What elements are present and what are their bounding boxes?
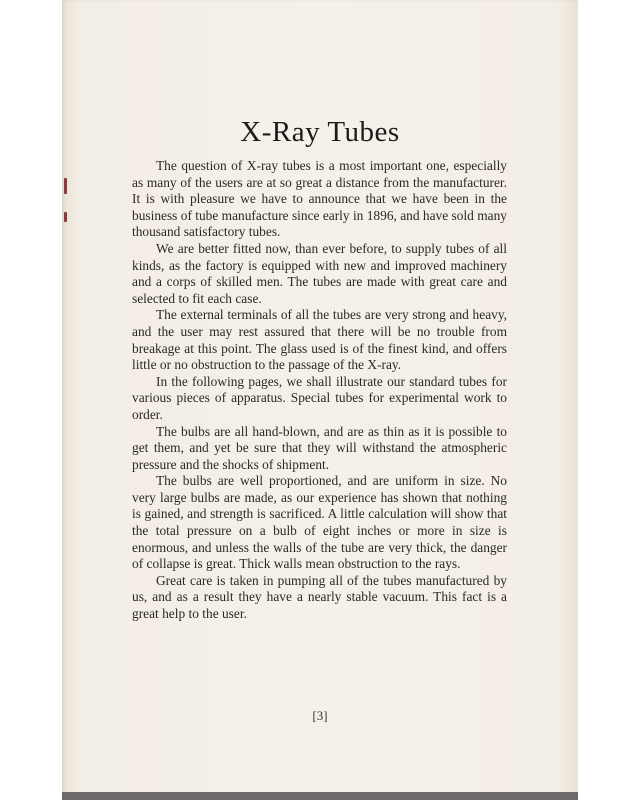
page-margin-right (578, 0, 640, 800)
binding-mark (64, 212, 67, 222)
paragraph-1: The question of X-ray tubes is a most important one, especially as many of the users are at so great a distance from the manufacturer. It is with pleasure we have to announce that we have been in the business of tube manufacture since early in 1896, and have sold many thousand satisfactory tubes. (132, 158, 507, 240)
paragraph-4: In the following pages, we shall illustrate our standard tubes for various pieces of apparatus. Special tubes for experimental work to order. (132, 373, 507, 422)
paragraph-7: Great care is taken in pumping all of the tubes manufactured by us, and as a result they have a nearly stable vacuum. This fact is a great help to the user. (132, 572, 507, 622)
paragraph-6: The bulbs are well proportioned, and are uniform in size. No very large bulbs are made, as our experience has shown that nothing is gained, and strength is sacrificed. A little calculation will show that the total pressure on a bulb of eight inches or more in size is enormous, and unless the walls of the tube are very thick, the danger of collapse is great. Thick walls mean obstruction to the rays. (132, 473, 507, 572)
binding-mark (64, 178, 67, 194)
scan-bottom-edge (62, 792, 578, 800)
paragraph-5: The bulbs are all hand-blown, and are as thin as it is possible to get them, and yet be sure that they will withstand the atmospheric pressure and the shocks of shipment. (132, 423, 507, 472)
paragraph-2: We are better fitted now, than ever before, to supply tubes of all kinds, as the factory is equipped with new and improved machinery and a corps of skilled men. The tubes are made with great care and selected to fit each case. (132, 240, 507, 306)
body-text (132, 158, 507, 623)
page-number: [3] (312, 708, 328, 723)
paragraph-3: The external terminals of all the tubes are very strong and heavy, and the user may rest assured that there will be no trouble from breakage at this point. The glass used is of the finest kind, and offers little or no obstruction to the passage of the X-ray. (132, 307, 507, 373)
page-title: X-Ray Tubes (240, 116, 400, 148)
